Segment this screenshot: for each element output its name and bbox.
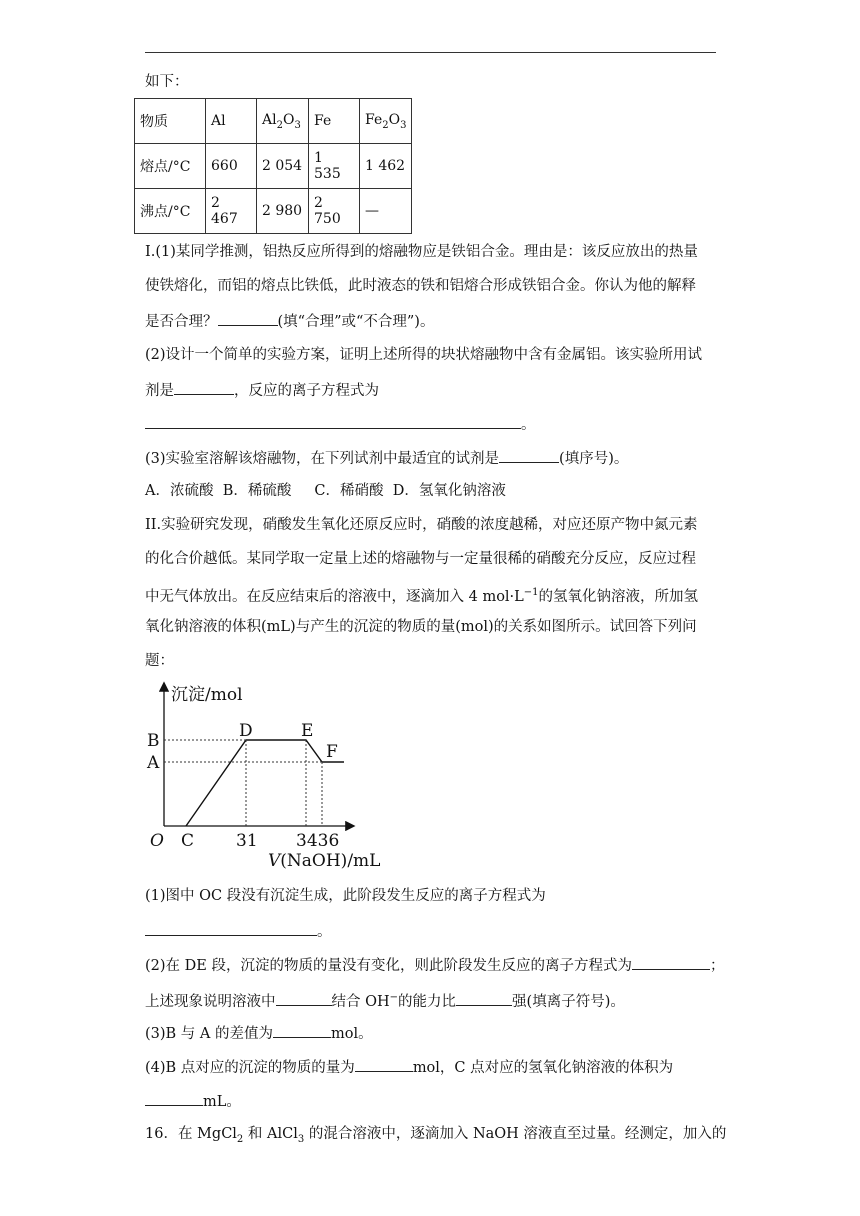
q2-1-line2: 。	[145, 920, 332, 942]
part2-line3: 中无气体放出。在反应结束后的溶液中，逐滴加入 4 $mol\cdot L^{-1}$的氢氧化钠溶液，所加氢	[145, 587, 699, 605]
part1-q3-options: A．浓硫酸 B．稀硫酸 C．稀硝酸 D．氢氧化钠溶液	[145, 483, 506, 499]
table-cell: —	[360, 189, 412, 234]
table-cell: 1 535	[309, 144, 360, 189]
answer-blank[interactable]	[218, 310, 278, 326]
precipitate-curve	[186, 740, 344, 826]
header-rule	[145, 52, 716, 53]
table-row	[135, 144, 412, 189]
part1-q2-line2: 剂是 ，反应的离子方程式为	[145, 379, 379, 401]
q2-2-line2: 上述现象说明溶液中 结合 OH−的能力比 强(填离子符号)。	[145, 988, 625, 1012]
q2-1-line1: (1)图中 OC 段没有沉淀生成，此阶段发生反应的离子方程式为	[145, 888, 546, 904]
answer-blank[interactable]	[174, 379, 234, 395]
table-cell: 660	[206, 144, 257, 189]
answer-blank[interactable]	[499, 447, 559, 463]
properties-table	[134, 98, 412, 234]
table-cell: 2 054	[257, 144, 309, 189]
point-label-d: D	[239, 721, 253, 741]
y-axis-label: 沉淀/mol	[171, 685, 243, 705]
answer-blank[interactable]	[145, 413, 521, 429]
part2-line5: 题：	[145, 653, 174, 669]
q2-4-line2: mL。	[145, 1090, 241, 1112]
answer-blank[interactable]	[456, 990, 512, 1006]
x-tick-label-c: C	[181, 831, 195, 851]
precipitate-chart	[145, 676, 395, 872]
x-tick-label-31: 31	[236, 831, 258, 851]
table-header-cell: Al	[206, 99, 257, 144]
table-header-cell: 物质	[135, 99, 206, 144]
table-header-cell: $Al_2O_3$	[257, 99, 309, 144]
answer-blank[interactable]	[276, 990, 332, 1006]
part2-line1: II.实验研究发现，硝酸发生氧化还原反应时，硝酸的浓度越稀，对应还原产物中氮元素	[145, 517, 698, 533]
table-cell: 2 980	[257, 189, 309, 234]
intro-text: 如下：	[145, 74, 189, 90]
answer-blank[interactable]	[632, 954, 710, 970]
part1-q1-line2: 使铁熔化，而铝的熔点比铁低，此时液态的铁和铝熔合形成铁铝合金。你认为他的解释	[145, 278, 696, 294]
x-tick-label-3436: 3436	[296, 831, 340, 851]
x-axis-label: V(NaOH)/mL	[268, 851, 381, 871]
part1-q1-line3: 是否合理？ (填“合理”或“不合理”)。	[145, 310, 434, 332]
origin-label: O	[150, 831, 164, 851]
table-header-cell: Fe	[309, 99, 360, 144]
table-row	[135, 189, 412, 234]
table-header-row	[135, 99, 412, 144]
part1-q1-line1: I.(1)某同学推测，铝热反应所得到的熔融物应是铁铝合金。理由是：该反应放出的热量	[145, 244, 698, 260]
table-row-label: 熔点/°C	[135, 144, 206, 189]
point-label-f: F	[326, 742, 338, 762]
part2-line2: 的化合价越低。某同学取一定量上述的熔融物与一定量很稀的硝酸充分反应，反应过程	[145, 551, 696, 567]
q2-4-line1: (4)B 点对应的沉淀的物质的量为 mol，C 点对应的氢氧化钠溶液的体积为	[145, 1056, 673, 1078]
answer-blank[interactable]	[355, 1056, 413, 1072]
table-header-cell: $Fe_2O_3$	[360, 99, 412, 144]
table-row-label: 沸点/°C	[135, 189, 206, 234]
y-tick-label-a: A	[147, 753, 160, 773]
table-cell: 2 750	[309, 189, 360, 234]
y-tick-label-b: B	[147, 731, 160, 751]
point-label-e: E	[301, 721, 314, 741]
answer-blank[interactable]	[145, 920, 317, 936]
q2-3: (3)B 与 A 的差值为 mol。	[145, 1022, 373, 1044]
q2-2-line1: (2)在 DE 段，沉淀的物质的量没有变化，则此阶段发生反应的离子方程式为 ；	[145, 954, 724, 976]
table-cell: 2 467	[206, 189, 257, 234]
part2-line4: 氧化钠溶液的体积(mL)与产生的沉淀的物质的量(mol)的关系如图所示。试回答下列问	[145, 619, 697, 635]
part1-q2-line1: (2)设计一个简单的实验方案，证明上述所得的块状熔融物中含有金属铝。该实验所用试	[145, 347, 703, 363]
part1-q3-line1: (3)实验室溶解该熔融物，在下列试剂中最适宜的试剂是 (填序号)。	[145, 447, 628, 469]
part1-q2-line3: 。	[145, 413, 536, 435]
answer-blank[interactable]	[145, 1090, 203, 1106]
answer-blank[interactable]	[273, 1022, 331, 1038]
table-cell: 1 462	[360, 144, 412, 189]
question-16: 16．在 MgCl$_2$ 和 AlCl$_3$ 的混合溶液中，逐滴加入 NaOH 溶液直至过量。经测定，加入的	[145, 1126, 727, 1145]
